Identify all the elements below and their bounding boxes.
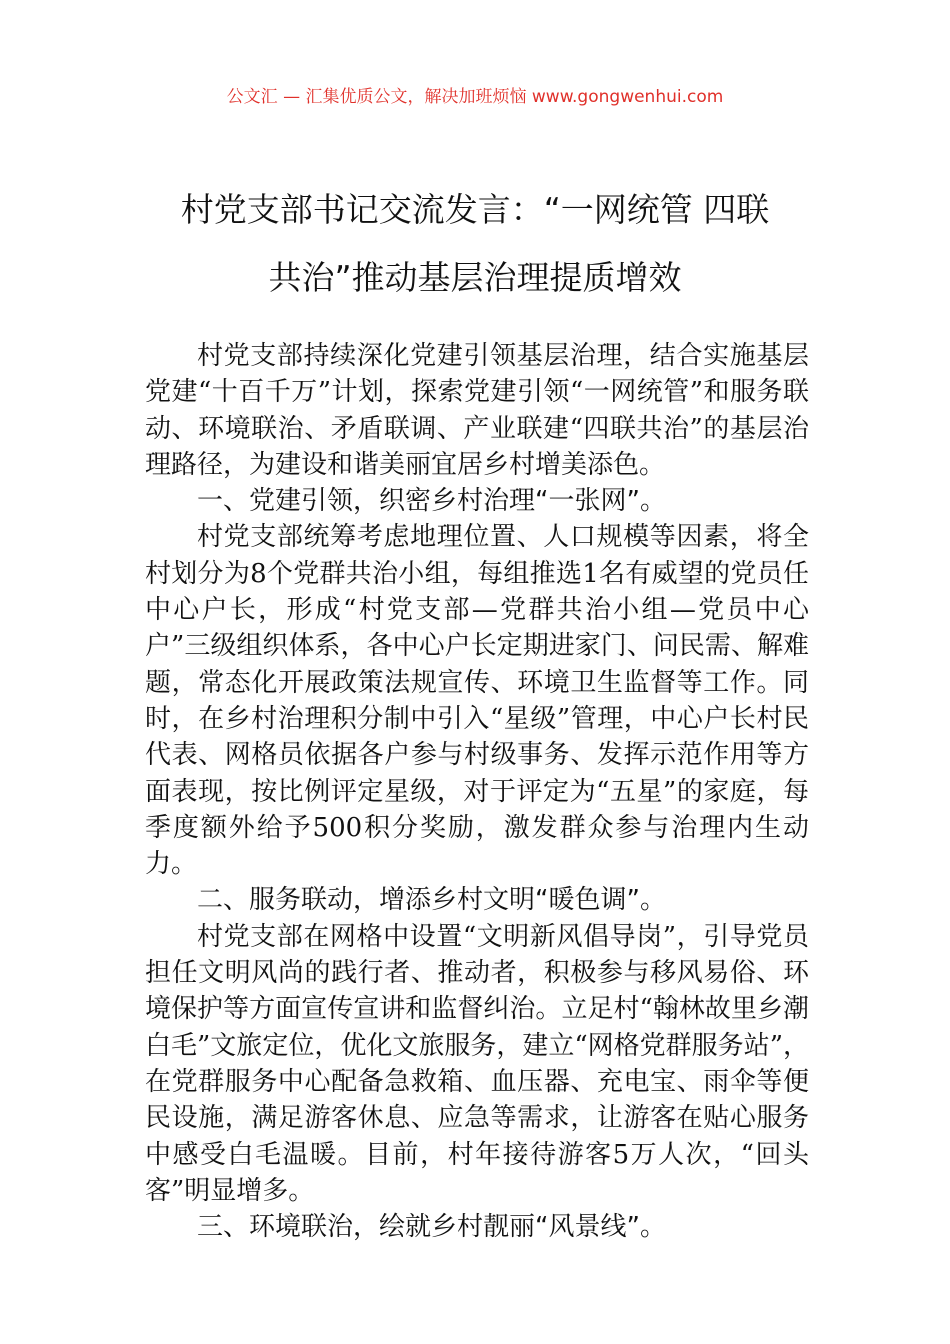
section-heading-1: 一、党建引领，织密乡村治理“一张网”。 (197, 486, 666, 517)
section-heading-2: 二、服务联动，增添乡村文明“暖色调”。 (197, 885, 666, 916)
section-2-paragraph: 村党支部在网格中设置“文明新风倡导岗”，引导党员担任文明风尚的践行者、推动者，积极参与移风易俗、环境保护等方面宣传宣讲和监督纠治。立足村“翰林故里乡潮白毛”文旅定位，优化文旅服务，建立“网格党群服务站”，在党群服务中心配备急救箱、血压器、充电宝、雨伞等便民设施，满足游客休息、应急等需求，让游客在贴心服务中感受白毛温暖。目前，村年接待游客5万人次，“回头客”明显增多。 (145, 921, 809, 1206)
title-line-2: 共治”推动基层治理提质增效 (268, 258, 682, 297)
document-body (145, 338, 809, 1245)
section-1-paragraph: 村党支部统筹考虑地理位置、人口规模等因素，将全村划分为8个党群共治小组，每组推选1名有威望的党员任中心户长，形成“村党支部—党群共治小组—党员中心户”三级组织体系，各中心户长定期进家门、问民需、解难题，常态化开展政策法规宣传、环境卫生监督等工作。同时，在乡村治理积分制中引入“星级”管理，中心户长村民代表、网格员依据各户参与村级事务、发挥示范作用等方面表现，按比例评定星级，对于评定为“五星”的家庭，每季度额外给予500积分奖励，激发群众参与治理内生动力。 (145, 522, 809, 880)
intro-paragraph: 村党支部持续深化党建引领基层治理，结合实施基层党建“十百千万”计划，探索党建引领“一网统管”和服务联动、环境联治、矛盾联调、产业联建“四联共治”的基层治理路径，为建设和谐美丽宜居乡村增美添色。 (145, 341, 809, 480)
site-banner: 公文汇 — 汇集优质公文，解决加班烦恼 www.gongwenhui.com (226, 87, 724, 107)
document-title (140, 176, 810, 312)
section-heading-3: 三、环境联治，绘就乡村靓丽“风景线”。 (197, 1212, 666, 1243)
title-line-1: 村党支部书记交流发言：“一网统管 四联 (180, 190, 770, 229)
